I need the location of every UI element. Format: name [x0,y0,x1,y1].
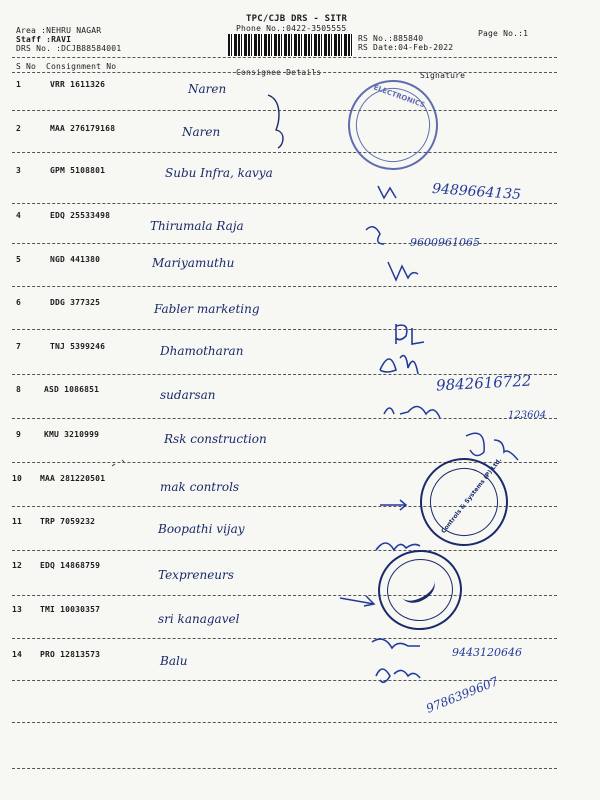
stamp-text: Controls & Systems (P) Ltd. [440,456,504,535]
row-sno: 3 [16,166,22,175]
row-consignee: Balu [160,654,188,668]
stamp-text: ELECTRONICS [372,83,426,110]
col-header-signature: Signature [420,71,466,80]
row-sno: 7 [16,342,22,351]
row-consignee: Thirumala Raja [150,219,244,233]
row-consignment: NGD 441380 [50,255,101,264]
document-title: TPC/CJB DRS - SITR [246,14,348,24]
row-consignment: TRP 7059232 [40,517,96,526]
row-sno: 1 [16,80,22,89]
row-sno: 8 [16,385,22,394]
row-consignment: MAA 276179168 [50,124,116,133]
row-consignee: Dhamotharan [160,344,244,358]
row-consignment: KMU 3210999 [44,430,100,439]
drs-number: DRS No. :DCJB88584001 [16,44,122,53]
page-number: Page No.:1 [478,29,529,38]
phone-number: Phone No.:0422-3505555 [236,24,347,33]
rs-number: RS No.:885840 [358,34,424,43]
signature-phone: 123604 [508,410,547,421]
row-consignee: Naren [182,125,221,139]
area-field: Area :NEHRU NAGAR [16,26,102,35]
row-sno: 6 [16,298,22,307]
row-consignee: Fabler marketing [154,302,260,316]
row-consignee: Naren [188,82,227,96]
signature-phone: 9786399607 [424,674,501,716]
row-consignee: Boopathi vijay [158,522,245,536]
row-sno: 12 [12,561,23,570]
staff-field: Staff :RAVI [16,35,72,44]
row-sno: 11 [12,517,23,526]
signature-phone: 9842616722 [435,371,532,395]
row-sno: 13 [12,605,23,614]
row-consignee: Texpreneurs [158,568,234,582]
row-consignee: mak controls [160,480,240,494]
col-header-sno: S No [16,62,37,71]
row-consignment: GPM 5108801 [50,166,106,175]
row-sno: 14 [12,650,23,659]
col-header-consignment: Consignment No [46,62,117,71]
row-sno: 10 [12,474,23,483]
signature-phone: 9489664135 [431,180,522,204]
row-consignment: MAA 281220501 [40,474,106,483]
row-consignment: PRO 12813573 [40,650,101,659]
col-header-consignee: Consignee Details [236,68,322,77]
row-sno: 9 [16,430,22,439]
row-sno: 4 [16,211,22,220]
row-consignee: sri kanagavel [158,612,240,626]
rs-date: RS Date:04-Feb-2022 [358,43,454,52]
row-sno: 5 [16,255,22,264]
row-consignment: TMI 10030357 [40,605,101,614]
row-consignment: EDQ 25533498 [50,211,111,220]
row-consignee: Subu Infra, kavya [165,166,273,180]
row-consignee: sudarsan [160,388,216,402]
row-consignment: TNJ 5399246 [50,342,106,351]
row-sno: 2 [16,124,22,133]
row-consignment: ASD 1086851 [44,385,100,394]
row-consignment: EDQ 14868759 [40,561,101,570]
row-consignee: Mariyamuthu [152,256,235,270]
signature-phone: 9443120646 [452,646,522,659]
row-consignment: VRR 1611326 [50,80,106,89]
signature-phone: 9600961065 [410,236,480,249]
row-consignment: DDG 377325 [50,298,101,307]
row-consignee: Rsk construction [164,432,267,446]
